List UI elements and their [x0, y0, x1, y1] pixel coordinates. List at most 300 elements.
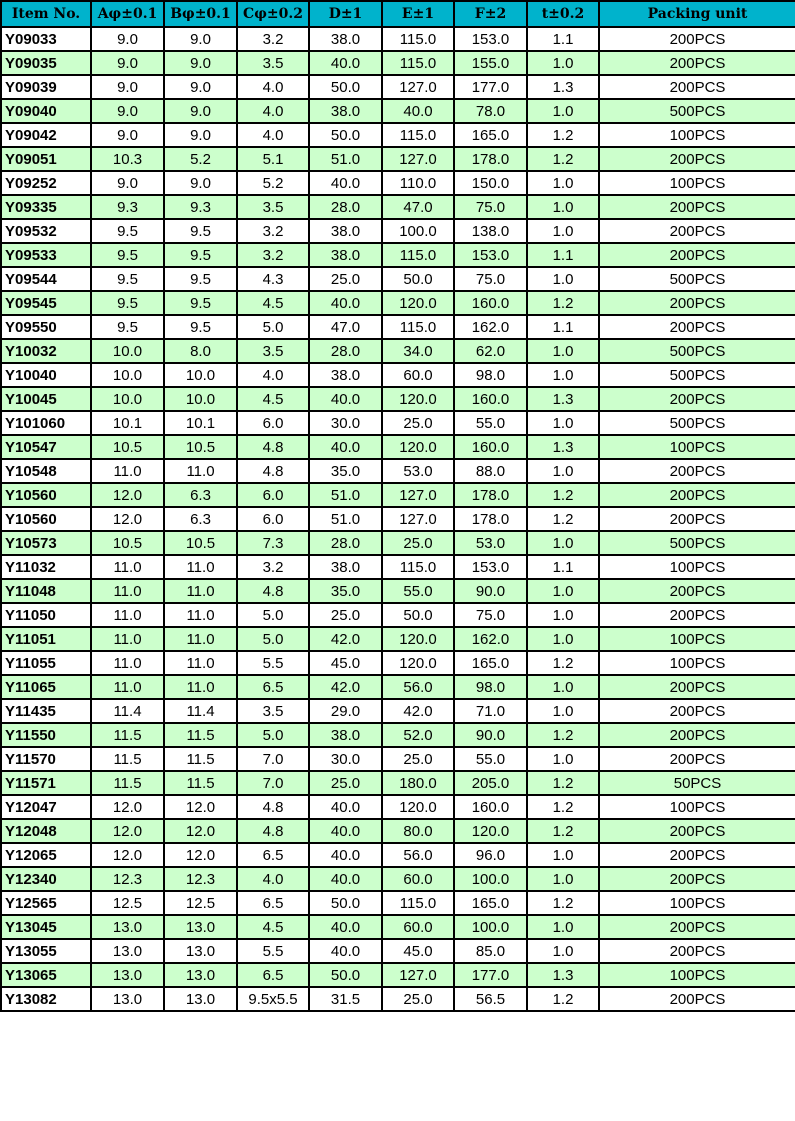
packing-unit-cell: 200PCS	[599, 459, 795, 483]
d-cell: 40.0	[309, 291, 382, 315]
b-phi-cell: 6.3	[164, 483, 237, 507]
f-cell: 162.0	[454, 627, 527, 651]
c-phi-cell: 7.0	[237, 771, 309, 795]
b-phi-cell: 11.0	[164, 627, 237, 651]
c-phi-cell: 6.5	[237, 675, 309, 699]
item-no-cell: Y09051	[1, 147, 91, 171]
c-phi-cell: 3.2	[237, 243, 309, 267]
e-cell: 34.0	[382, 339, 454, 363]
packing-unit-cell: 200PCS	[599, 867, 795, 891]
header-f: F±2	[454, 1, 527, 27]
e-cell: 60.0	[382, 363, 454, 387]
a-phi-cell: 9.5	[91, 243, 164, 267]
t-cell: 1.0	[527, 219, 599, 243]
f-cell: 78.0	[454, 99, 527, 123]
c-phi-cell: 5.2	[237, 171, 309, 195]
item-no-cell: Y10547	[1, 435, 91, 459]
d-cell: 40.0	[309, 915, 382, 939]
item-no-cell: Y10560	[1, 507, 91, 531]
item-no-cell: Y11570	[1, 747, 91, 771]
t-cell: 1.0	[527, 363, 599, 387]
a-phi-cell: 13.0	[91, 939, 164, 963]
e-cell: 56.0	[382, 843, 454, 867]
b-phi-cell: 6.3	[164, 507, 237, 531]
b-phi-cell: 13.0	[164, 915, 237, 939]
e-cell: 52.0	[382, 723, 454, 747]
packing-unit-cell: 200PCS	[599, 723, 795, 747]
f-cell: 90.0	[454, 723, 527, 747]
c-phi-cell: 5.1	[237, 147, 309, 171]
a-phi-cell: 12.0	[91, 507, 164, 531]
item-no-cell: Y13065	[1, 963, 91, 987]
e-cell: 60.0	[382, 867, 454, 891]
a-phi-cell: 10.0	[91, 339, 164, 363]
b-phi-cell: 9.0	[164, 99, 237, 123]
e-cell: 115.0	[382, 27, 454, 51]
d-cell: 28.0	[309, 195, 382, 219]
b-phi-cell: 9.0	[164, 51, 237, 75]
f-cell: 88.0	[454, 459, 527, 483]
t-cell: 1.0	[527, 699, 599, 723]
t-cell: 1.1	[527, 243, 599, 267]
t-cell: 1.3	[527, 963, 599, 987]
table-row	[1, 147, 795, 171]
e-cell: 115.0	[382, 891, 454, 915]
e-cell: 110.0	[382, 171, 454, 195]
d-cell: 38.0	[309, 555, 382, 579]
b-phi-cell: 12.0	[164, 795, 237, 819]
packing-unit-cell: 200PCS	[599, 747, 795, 771]
c-phi-cell: 5.5	[237, 939, 309, 963]
e-cell: 115.0	[382, 123, 454, 147]
c-phi-cell: 5.0	[237, 723, 309, 747]
c-phi-cell: 7.0	[237, 747, 309, 771]
packing-unit-cell: 500PCS	[599, 339, 795, 363]
packing-unit-cell: 200PCS	[599, 819, 795, 843]
d-cell: 31.5	[309, 987, 382, 1011]
a-phi-cell: 12.0	[91, 843, 164, 867]
c-phi-cell: 4.5	[237, 291, 309, 315]
a-phi-cell: 9.0	[91, 123, 164, 147]
a-phi-cell: 13.0	[91, 987, 164, 1011]
t-cell: 1.0	[527, 51, 599, 75]
e-cell: 100.0	[382, 219, 454, 243]
f-cell: 160.0	[454, 291, 527, 315]
packing-unit-cell: 200PCS	[599, 147, 795, 171]
b-phi-cell: 12.3	[164, 867, 237, 891]
item-no-cell: Y09252	[1, 171, 91, 195]
b-phi-cell: 11.0	[164, 555, 237, 579]
table-row	[1, 627, 795, 651]
a-phi-cell: 10.5	[91, 531, 164, 555]
a-phi-cell: 9.0	[91, 171, 164, 195]
c-phi-cell: 6.0	[237, 483, 309, 507]
table-row	[1, 123, 795, 147]
a-phi-cell: 9.5	[91, 315, 164, 339]
e-cell: 127.0	[382, 507, 454, 531]
t-cell: 1.0	[527, 339, 599, 363]
f-cell: 98.0	[454, 363, 527, 387]
d-cell: 51.0	[309, 507, 382, 531]
t-cell: 1.0	[527, 531, 599, 555]
t-cell: 1.1	[527, 27, 599, 51]
t-cell: 1.0	[527, 843, 599, 867]
packing-unit-cell: 200PCS	[599, 675, 795, 699]
t-cell: 1.0	[527, 915, 599, 939]
table-row	[1, 195, 795, 219]
c-phi-cell: 3.5	[237, 51, 309, 75]
c-phi-cell: 5.0	[237, 603, 309, 627]
a-phi-cell: 13.0	[91, 963, 164, 987]
item-no-cell: Y11435	[1, 699, 91, 723]
table-row	[1, 459, 795, 483]
f-cell: 178.0	[454, 483, 527, 507]
item-no-cell: Y10045	[1, 387, 91, 411]
t-cell: 1.3	[527, 387, 599, 411]
item-no-cell: Y12065	[1, 843, 91, 867]
c-phi-cell: 4.0	[237, 123, 309, 147]
b-phi-cell: 9.5	[164, 291, 237, 315]
c-phi-cell: 4.0	[237, 75, 309, 99]
t-cell: 1.0	[527, 627, 599, 651]
item-no-cell: Y09039	[1, 75, 91, 99]
a-phi-cell: 12.3	[91, 867, 164, 891]
a-phi-cell: 11.0	[91, 555, 164, 579]
e-cell: 115.0	[382, 315, 454, 339]
packing-unit-cell: 500PCS	[599, 99, 795, 123]
header-row	[1, 1, 795, 27]
b-phi-cell: 9.5	[164, 267, 237, 291]
f-cell: 160.0	[454, 435, 527, 459]
e-cell: 127.0	[382, 147, 454, 171]
table-row	[1, 99, 795, 123]
e-cell: 120.0	[382, 435, 454, 459]
a-phi-cell: 11.0	[91, 675, 164, 699]
c-phi-cell: 4.8	[237, 819, 309, 843]
e-cell: 53.0	[382, 459, 454, 483]
table-row	[1, 219, 795, 243]
header-e: E±1	[382, 1, 454, 27]
e-cell: 60.0	[382, 915, 454, 939]
f-cell: 120.0	[454, 819, 527, 843]
packing-unit-cell: 200PCS	[599, 699, 795, 723]
e-cell: 47.0	[382, 195, 454, 219]
c-phi-cell: 3.2	[237, 219, 309, 243]
t-cell: 1.2	[527, 771, 599, 795]
f-cell: 165.0	[454, 891, 527, 915]
table-row	[1, 411, 795, 435]
table-body	[1, 27, 795, 1011]
b-phi-cell: 13.0	[164, 939, 237, 963]
c-phi-cell: 4.0	[237, 99, 309, 123]
d-cell: 50.0	[309, 123, 382, 147]
item-no-cell: Y11055	[1, 651, 91, 675]
item-no-cell: Y09042	[1, 123, 91, 147]
f-cell: 177.0	[454, 963, 527, 987]
e-cell: 180.0	[382, 771, 454, 795]
a-phi-cell: 11.0	[91, 459, 164, 483]
b-phi-cell: 11.4	[164, 699, 237, 723]
d-cell: 40.0	[309, 843, 382, 867]
t-cell: 1.2	[527, 123, 599, 147]
e-cell: 127.0	[382, 483, 454, 507]
packing-unit-cell: 100PCS	[599, 795, 795, 819]
a-phi-cell: 10.1	[91, 411, 164, 435]
e-cell: 80.0	[382, 819, 454, 843]
a-phi-cell: 11.4	[91, 699, 164, 723]
f-cell: 100.0	[454, 867, 527, 891]
d-cell: 40.0	[309, 819, 382, 843]
d-cell: 47.0	[309, 315, 382, 339]
t-cell: 1.0	[527, 195, 599, 219]
d-cell: 30.0	[309, 747, 382, 771]
f-cell: 177.0	[454, 75, 527, 99]
f-cell: 62.0	[454, 339, 527, 363]
f-cell: 153.0	[454, 243, 527, 267]
e-cell: 120.0	[382, 651, 454, 675]
a-phi-cell: 12.0	[91, 795, 164, 819]
a-phi-cell: 11.0	[91, 627, 164, 651]
table-row	[1, 843, 795, 867]
packing-unit-cell: 100PCS	[599, 123, 795, 147]
c-phi-cell: 4.8	[237, 459, 309, 483]
b-phi-cell: 12.0	[164, 819, 237, 843]
item-no-cell: Y12047	[1, 795, 91, 819]
c-phi-cell: 5.0	[237, 315, 309, 339]
f-cell: 75.0	[454, 267, 527, 291]
packing-unit-cell: 200PCS	[599, 603, 795, 627]
item-no-cell: Y09544	[1, 267, 91, 291]
a-phi-cell: 11.5	[91, 747, 164, 771]
table-row	[1, 483, 795, 507]
packing-unit-cell: 100PCS	[599, 435, 795, 459]
f-cell: 85.0	[454, 939, 527, 963]
b-phi-cell: 10.5	[164, 531, 237, 555]
item-no-cell: Y11050	[1, 603, 91, 627]
a-phi-cell: 13.0	[91, 915, 164, 939]
b-phi-cell: 13.0	[164, 987, 237, 1011]
f-cell: 162.0	[454, 315, 527, 339]
a-phi-cell: 9.0	[91, 75, 164, 99]
table-row	[1, 555, 795, 579]
d-cell: 38.0	[309, 99, 382, 123]
packing-unit-cell: 200PCS	[599, 579, 795, 603]
d-cell: 40.0	[309, 51, 382, 75]
e-cell: 115.0	[382, 555, 454, 579]
d-cell: 51.0	[309, 483, 382, 507]
a-phi-cell: 11.0	[91, 651, 164, 675]
f-cell: 160.0	[454, 387, 527, 411]
packing-unit-cell: 200PCS	[599, 915, 795, 939]
f-cell: 150.0	[454, 171, 527, 195]
e-cell: 50.0	[382, 267, 454, 291]
table-row	[1, 747, 795, 771]
item-no-cell: Y11065	[1, 675, 91, 699]
table-row	[1, 387, 795, 411]
a-phi-cell: 11.0	[91, 579, 164, 603]
packing-unit-cell: 500PCS	[599, 363, 795, 387]
table-row	[1, 315, 795, 339]
d-cell: 50.0	[309, 963, 382, 987]
item-no-cell: Y13045	[1, 915, 91, 939]
f-cell: 55.0	[454, 411, 527, 435]
f-cell: 53.0	[454, 531, 527, 555]
d-cell: 29.0	[309, 699, 382, 723]
packing-unit-cell: 200PCS	[599, 387, 795, 411]
item-no-cell: Y11048	[1, 579, 91, 603]
t-cell: 1.0	[527, 579, 599, 603]
t-cell: 1.0	[527, 411, 599, 435]
header-a-phi: Aφ±0.1	[91, 1, 164, 27]
f-cell: 138.0	[454, 219, 527, 243]
f-cell: 90.0	[454, 579, 527, 603]
e-cell: 25.0	[382, 987, 454, 1011]
c-phi-cell: 3.2	[237, 27, 309, 51]
b-phi-cell: 9.0	[164, 75, 237, 99]
f-cell: 153.0	[454, 555, 527, 579]
packing-unit-cell: 200PCS	[599, 27, 795, 51]
c-phi-cell: 4.8	[237, 795, 309, 819]
header-packing-unit: Packing unit	[599, 1, 795, 27]
table-row	[1, 507, 795, 531]
d-cell: 35.0	[309, 579, 382, 603]
item-no-cell: Y101060	[1, 411, 91, 435]
b-phi-cell: 5.2	[164, 147, 237, 171]
b-phi-cell: 11.0	[164, 675, 237, 699]
d-cell: 40.0	[309, 939, 382, 963]
t-cell: 1.0	[527, 267, 599, 291]
d-cell: 40.0	[309, 435, 382, 459]
packing-unit-cell: 200PCS	[599, 483, 795, 507]
f-cell: 56.5	[454, 987, 527, 1011]
c-phi-cell: 6.0	[237, 411, 309, 435]
table-row	[1, 699, 795, 723]
c-phi-cell: 7.3	[237, 531, 309, 555]
b-phi-cell: 11.5	[164, 747, 237, 771]
f-cell: 153.0	[454, 27, 527, 51]
e-cell: 25.0	[382, 747, 454, 771]
t-cell: 1.0	[527, 99, 599, 123]
e-cell: 55.0	[382, 579, 454, 603]
b-phi-cell: 10.5	[164, 435, 237, 459]
item-no-cell: Y09545	[1, 291, 91, 315]
t-cell: 1.2	[527, 147, 599, 171]
item-no-cell: Y13082	[1, 987, 91, 1011]
table-row	[1, 339, 795, 363]
e-cell: 127.0	[382, 75, 454, 99]
t-cell: 1.1	[527, 315, 599, 339]
t-cell: 1.2	[527, 507, 599, 531]
table-row	[1, 435, 795, 459]
f-cell: 165.0	[454, 651, 527, 675]
e-cell: 56.0	[382, 675, 454, 699]
e-cell: 45.0	[382, 939, 454, 963]
table-row	[1, 939, 795, 963]
d-cell: 42.0	[309, 675, 382, 699]
d-cell: 40.0	[309, 867, 382, 891]
a-phi-cell: 12.0	[91, 819, 164, 843]
b-phi-cell: 12.0	[164, 843, 237, 867]
item-no-cell: Y09532	[1, 219, 91, 243]
e-cell: 40.0	[382, 99, 454, 123]
d-cell: 25.0	[309, 267, 382, 291]
packing-unit-cell: 200PCS	[599, 291, 795, 315]
packing-unit-cell: 200PCS	[599, 987, 795, 1011]
header-t: t±0.2	[527, 1, 599, 27]
f-cell: 75.0	[454, 603, 527, 627]
item-no-cell: Y09035	[1, 51, 91, 75]
table-row	[1, 963, 795, 987]
a-phi-cell: 10.3	[91, 147, 164, 171]
a-phi-cell: 9.0	[91, 51, 164, 75]
d-cell: 35.0	[309, 459, 382, 483]
item-no-cell: Y10548	[1, 459, 91, 483]
b-phi-cell: 9.0	[164, 123, 237, 147]
b-phi-cell: 9.0	[164, 171, 237, 195]
f-cell: 160.0	[454, 795, 527, 819]
item-no-cell: Y12565	[1, 891, 91, 915]
t-cell: 1.2	[527, 819, 599, 843]
a-phi-cell: 9.5	[91, 219, 164, 243]
item-no-cell: Y10560	[1, 483, 91, 507]
c-phi-cell: 9.5x5.5	[237, 987, 309, 1011]
header-item-no: Item No.	[1, 1, 91, 27]
table-row	[1, 75, 795, 99]
e-cell: 25.0	[382, 411, 454, 435]
b-phi-cell: 11.0	[164, 459, 237, 483]
header-d: D±1	[309, 1, 382, 27]
a-phi-cell: 11.0	[91, 603, 164, 627]
f-cell: 165.0	[454, 123, 527, 147]
b-phi-cell: 13.0	[164, 963, 237, 987]
t-cell: 1.2	[527, 795, 599, 819]
item-no-cell: Y09550	[1, 315, 91, 339]
item-no-cell: Y09033	[1, 27, 91, 51]
packing-unit-cell: 200PCS	[599, 939, 795, 963]
packing-unit-cell: 200PCS	[599, 195, 795, 219]
c-phi-cell: 3.2	[237, 555, 309, 579]
c-phi-cell: 4.8	[237, 435, 309, 459]
table-row	[1, 867, 795, 891]
f-cell: 205.0	[454, 771, 527, 795]
table-row	[1, 171, 795, 195]
b-phi-cell: 9.5	[164, 315, 237, 339]
c-phi-cell: 4.8	[237, 579, 309, 603]
c-phi-cell: 3.5	[237, 699, 309, 723]
d-cell: 28.0	[309, 531, 382, 555]
packing-unit-cell: 100PCS	[599, 891, 795, 915]
d-cell: 38.0	[309, 363, 382, 387]
e-cell: 120.0	[382, 627, 454, 651]
a-phi-cell: 11.5	[91, 723, 164, 747]
item-no-cell: Y12340	[1, 867, 91, 891]
t-cell: 1.3	[527, 435, 599, 459]
item-no-cell: Y11051	[1, 627, 91, 651]
t-cell: 1.2	[527, 291, 599, 315]
table-row	[1, 891, 795, 915]
e-cell: 25.0	[382, 531, 454, 555]
item-no-cell: Y10573	[1, 531, 91, 555]
t-cell: 1.2	[527, 651, 599, 675]
d-cell: 50.0	[309, 891, 382, 915]
b-phi-cell: 12.5	[164, 891, 237, 915]
a-phi-cell: 10.0	[91, 363, 164, 387]
a-phi-cell: 12.0	[91, 483, 164, 507]
table-row	[1, 819, 795, 843]
a-phi-cell: 9.3	[91, 195, 164, 219]
packing-unit-cell: 200PCS	[599, 75, 795, 99]
c-phi-cell: 4.0	[237, 867, 309, 891]
